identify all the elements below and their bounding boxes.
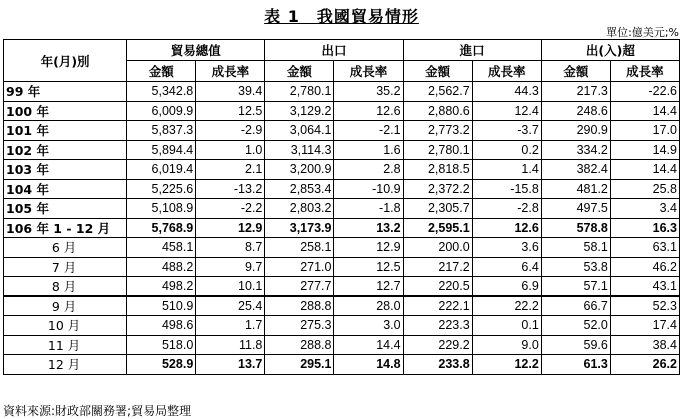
table-row <box>4 316 680 336</box>
cell: 58.1 <box>541 238 610 258</box>
cell: 217.3 <box>541 82 610 102</box>
table-row <box>4 199 680 219</box>
cell: 510.9 <box>127 296 196 316</box>
cell: 1.0 <box>196 140 265 160</box>
cell: 528.9 <box>127 355 196 375</box>
row-label: 11 月 <box>4 335 127 355</box>
cell: 16.3 <box>610 218 679 238</box>
header-imports: 進口 <box>403 40 541 61</box>
table-row <box>4 179 680 199</box>
cell: 229.2 <box>403 335 472 355</box>
table-row <box>4 140 680 160</box>
row-label: 8 月 <box>4 277 127 297</box>
table-row <box>4 355 680 375</box>
cell: 288.8 <box>265 335 334 355</box>
cell: 25.8 <box>610 179 679 199</box>
cell: 2,853.4 <box>265 179 334 199</box>
cell: 5,894.4 <box>127 140 196 160</box>
cell: 2,803.2 <box>265 199 334 219</box>
row-label: 10 月 <box>4 316 127 336</box>
cell: 12.2 <box>472 355 541 375</box>
cell: 497.5 <box>541 199 610 219</box>
cell: 3,200.9 <box>265 160 334 180</box>
cell: 220.5 <box>403 277 472 297</box>
cell: 3,114.3 <box>265 140 334 160</box>
cell: 14.4 <box>610 160 679 180</box>
cell: 288.8 <box>265 296 334 316</box>
row-label: 6 月 <box>4 238 127 258</box>
cell: 498.2 <box>127 277 196 297</box>
header-growth: 成長率 <box>610 61 679 82</box>
cell: 59.6 <box>541 335 610 355</box>
cell: 12.6 <box>472 218 541 238</box>
cell: 66.7 <box>541 296 610 316</box>
cell: 22.2 <box>472 296 541 316</box>
cell: 2.1 <box>196 160 265 180</box>
cell: 1.4 <box>472 160 541 180</box>
cell: 2,880.6 <box>403 101 472 121</box>
cell: 5,768.9 <box>127 218 196 238</box>
unit-note: 單位:億美元;% <box>606 26 679 39</box>
cell: 39.4 <box>196 82 265 102</box>
cell: 2,818.5 <box>403 160 472 180</box>
cell: 233.8 <box>403 355 472 375</box>
cell: -2.1 <box>334 121 403 141</box>
cell: 9.7 <box>196 257 265 277</box>
cell: 35.2 <box>334 82 403 102</box>
cell: 2,780.1 <box>265 82 334 102</box>
row-label: 104 年 <box>4 179 127 199</box>
row-label: 100 年 <box>4 101 127 121</box>
table-row <box>4 218 680 238</box>
table-row <box>4 335 680 355</box>
cell: 13.7 <box>196 355 265 375</box>
header-growth: 成長率 <box>334 61 403 82</box>
cell: 63.1 <box>610 238 679 258</box>
cell: 25.4 <box>196 296 265 316</box>
cell: 14.8 <box>334 355 403 375</box>
cell: 38.4 <box>610 335 679 355</box>
table-row <box>4 160 680 180</box>
cell: 3,173.9 <box>265 218 334 238</box>
cell: 28.0 <box>334 296 403 316</box>
table-row <box>4 238 680 258</box>
cell: 3.6 <box>472 238 541 258</box>
cell: 2,780.1 <box>403 140 472 160</box>
table-row <box>4 296 680 316</box>
cell: 200.0 <box>403 238 472 258</box>
cell: -2.2 <box>196 199 265 219</box>
table-row <box>4 277 680 297</box>
header-total-trade: 貿易總值 <box>127 40 265 61</box>
table-row <box>4 101 680 121</box>
cell: -1.8 <box>334 199 403 219</box>
cell: 46.2 <box>610 257 679 277</box>
row-label: 99 年 <box>4 82 127 102</box>
cell: 10.1 <box>196 277 265 297</box>
table-row <box>4 121 680 141</box>
cell: 518.0 <box>127 335 196 355</box>
table-row <box>4 257 680 277</box>
cell: 3,064.1 <box>265 121 334 141</box>
cell: 6,019.4 <box>127 160 196 180</box>
cell: 498.6 <box>127 316 196 336</box>
cell: 44.3 <box>472 82 541 102</box>
cell: 17.4 <box>610 316 679 336</box>
cell: 57.1 <box>541 277 610 297</box>
header-amount: 金額 <box>403 61 472 82</box>
cell: 488.2 <box>127 257 196 277</box>
row-label: 103 年 <box>4 160 127 180</box>
cell: 11.8 <box>196 335 265 355</box>
row-label: 101 年 <box>4 121 127 141</box>
cell: 0.1 <box>472 316 541 336</box>
cell: 13.2 <box>334 218 403 238</box>
cell: 6,009.9 <box>127 101 196 121</box>
cell: 61.3 <box>541 355 610 375</box>
header-amount: 金額 <box>541 61 610 82</box>
header-growth: 成長率 <box>472 61 541 82</box>
header-balance: 出(入)超 <box>541 40 679 61</box>
cell: 17.0 <box>610 121 679 141</box>
cell: 12.5 <box>196 101 265 121</box>
header-amount: 金額 <box>127 61 196 82</box>
cell: 2.8 <box>334 160 403 180</box>
cell: 382.4 <box>541 160 610 180</box>
cell: 14.4 <box>610 101 679 121</box>
cell: 12.9 <box>196 218 265 238</box>
cell: 12.6 <box>334 101 403 121</box>
cell: 52.0 <box>541 316 610 336</box>
cell: 295.1 <box>265 355 334 375</box>
header-row-label: 年(月)別 <box>4 40 127 82</box>
cell: 12.7 <box>334 277 403 297</box>
trade-table <box>3 39 680 375</box>
cell: 290.9 <box>541 121 610 141</box>
cell: 2,773.2 <box>403 121 472 141</box>
cell: 14.9 <box>610 140 679 160</box>
cell: 0.2 <box>472 140 541 160</box>
table-row <box>4 82 680 102</box>
cell: 217.2 <box>403 257 472 277</box>
header-exports: 出口 <box>265 40 403 61</box>
cell: 12.4 <box>472 101 541 121</box>
cell: 3,129.2 <box>265 101 334 121</box>
cell: 2,305.7 <box>403 199 472 219</box>
cell: 6.4 <box>472 257 541 277</box>
row-label: 12 月 <box>4 355 127 375</box>
cell: 1.7 <box>196 316 265 336</box>
cell: 271.0 <box>265 257 334 277</box>
cell: 26.2 <box>610 355 679 375</box>
cell: -22.6 <box>610 82 679 102</box>
cell: 9.0 <box>472 335 541 355</box>
cell: -13.2 <box>196 179 265 199</box>
cell: 3.0 <box>334 316 403 336</box>
cell: 223.3 <box>403 316 472 336</box>
cell: 222.1 <box>403 296 472 316</box>
cell: 481.2 <box>541 179 610 199</box>
row-label: 7 月 <box>4 257 127 277</box>
cell: 52.3 <box>610 296 679 316</box>
cell: 258.1 <box>265 238 334 258</box>
row-label: 105 年 <box>4 199 127 219</box>
cell: -2.9 <box>196 121 265 141</box>
cell: 248.6 <box>541 101 610 121</box>
cell: 12.5 <box>334 257 403 277</box>
cell: 277.7 <box>265 277 334 297</box>
row-label: 9 月 <box>4 296 127 316</box>
header-growth: 成長率 <box>196 61 265 82</box>
cell: 3.4 <box>610 199 679 219</box>
row-label: 102 年 <box>4 140 127 160</box>
cell: 53.8 <box>541 257 610 277</box>
header-amount: 金額 <box>265 61 334 82</box>
cell: -10.9 <box>334 179 403 199</box>
source-note: 資料來源:財政部關務署;貿易局整理 <box>3 404 192 418</box>
cell: 6.9 <box>472 277 541 297</box>
cell: 458.1 <box>127 238 196 258</box>
cell: 5,108.9 <box>127 199 196 219</box>
cell: 1.6 <box>334 140 403 160</box>
cell: 5,225.6 <box>127 179 196 199</box>
cell: 8.7 <box>196 238 265 258</box>
cell: 2,595.1 <box>403 218 472 238</box>
cell: 334.2 <box>541 140 610 160</box>
cell: -3.7 <box>472 121 541 141</box>
table-title: 表 1 我國貿易情形 <box>264 7 419 26</box>
cell: 578.8 <box>541 218 610 238</box>
cell: 5,342.8 <box>127 82 196 102</box>
cell: 43.1 <box>610 277 679 297</box>
cell: 2,372.2 <box>403 179 472 199</box>
cell: 14.4 <box>334 335 403 355</box>
cell: 2,562.7 <box>403 82 472 102</box>
cell: 12.9 <box>334 238 403 258</box>
cell: -15.8 <box>472 179 541 199</box>
row-label: 106 年 1 - 12 月 <box>4 218 127 238</box>
cell: 275.3 <box>265 316 334 336</box>
cell: 5,837.3 <box>127 121 196 141</box>
cell: -2.8 <box>472 199 541 219</box>
